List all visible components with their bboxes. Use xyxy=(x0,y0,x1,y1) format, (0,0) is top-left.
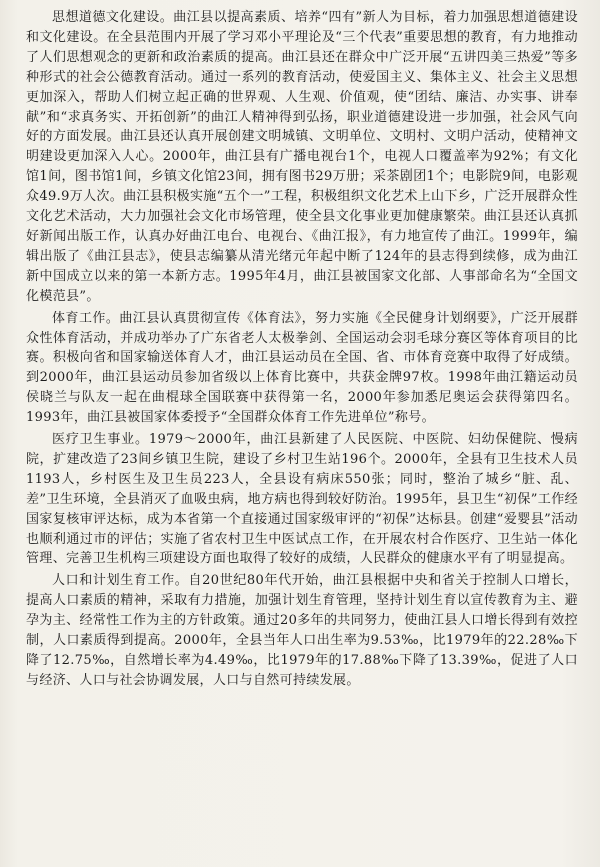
paragraph-health: 医疗卫生事业。1979～2000年，曲江县新建了人民医院、中医院、妇幼保健院、慢病院，扩建改造了23间乡镇卫生院，建设了乡村卫生站196个。2000年，全县有卫生技术人员1193人，乡村医生及卫生员223人，全县设有病床550张；同时，整治了城乡“脏、乱、差”卫生环境，全县消灭了血吸虫病，地方病也得到较好防治。1995年，县卫生“初保”工作经国家复核审评达标，成为本省第一个直接通过国家级审评的“初保”达标县。创建“爱婴县”活动也顺利通过市的评估；实施了省农村卫生中医试点工作，在开展农村合作医疗、卫生站一体化管理、完善卫生机构三项建设方面也取得了较好的成绩，人民群众的健康水平有了明显提高。 xyxy=(26,432,578,567)
body-text xyxy=(26,8,578,693)
paragraph-culture: 思想道德文化建设。曲江县以提高素质、培养“四有”新人为目标，着力加强思想道德建设和文化建设。在全县范围内开展了学习邓小平理论及“三个代表”重要思想的教育，有力地推动了人们思想观念的更新和政治素质的提高。曲江县还在群众中广泛开展“五讲四美三热爱”等多种形式的社会公德教育活动。通过一系列的教育活动，使爱国主义、集体主义、社会主义思想更加深入，帮助人们树立起正确的世界观、人生观、价值观，使“团结、廉洁、办实事、讲奉献”和“求真务实、开拓创新”的曲江人精神得到弘扬，职业道德建设进一步加强，社会风气向好的方面发展。曲江县还认真开展创建文明城镇、文明单位、文明村、文明户活动，使精神文明建设更加深入人心。2000年，曲江县有广播电视台1个，电视人口覆盖率为92%；有文化馆1间，图书馆1间，乡镇文化馆23间，拥有图书29万册；采茶剧团1个；电影院9间，电影观众49.9万人次。曲江县积极实施“五个一”工程，积极组织文化艺术上山下乡，广泛开展群众性文化艺术活动，大力加强社会文化市场管理，使全县文化事业更加健康繁荣。曲江县还认真抓好新闻出版工作，认真办好曲江电台、电视台、《曲江报》，有力地宣传了曲江。1999年，编辑出版了《曲江县志》，使县志编纂从清光绪元年起中断了124年的县志得到续修，成为曲江新中国成立以来的第一本新方志。1995年4月，曲江县被国家文化部、人事部命名为“全国文化模范县”。 xyxy=(26,10,578,304)
paragraph-sports: 体育工作。曲江县认真贯彻宣传《体育法》，努力实施《全民健身计划纲要》，广泛开展群众性体育活动，并成功举办了广东省老人太极拳剑、全国运动会羽毛球分赛区等体育项目的比赛。积极向省和国家输送体育人才，曲江县运动员在全国、省、市体育竞赛中取得了好成绩。到2000年，曲江县运动员参加省级以上体育比赛中，共获金牌97枚。1998年曲江籍运动员侯晓兰与队友一起在曲棍球全国联赛中获得第一名，2000年参加悉尼奥运会获得第四名。1993年，曲江县被国家体委授予“全国群众体育工作先进单位”称号。 xyxy=(26,310,578,426)
paragraph-population: 人口和计划生育工作。自20世纪80年代开始，曲江县根据中央和省关于控制人口增长，提高人口素质的精神，采取有力措施，加强计划生育管理，坚持计划生育以宣传教育为主、避孕为主、经常性工作为主的方针政策。通过20多年的共同努力，使曲江县人口增长得到有效控制，人口素质得到提高。2000年，全县当年人口出生率为9.53‰，比1979年的22.28‰下降了12.75‰，自然增长率为4.49‰，比1979年的17.88‰下降了13.39‰，促进了人口与经济、人口与社会协调发展，人口与自然可持续发展。 xyxy=(26,573,578,688)
